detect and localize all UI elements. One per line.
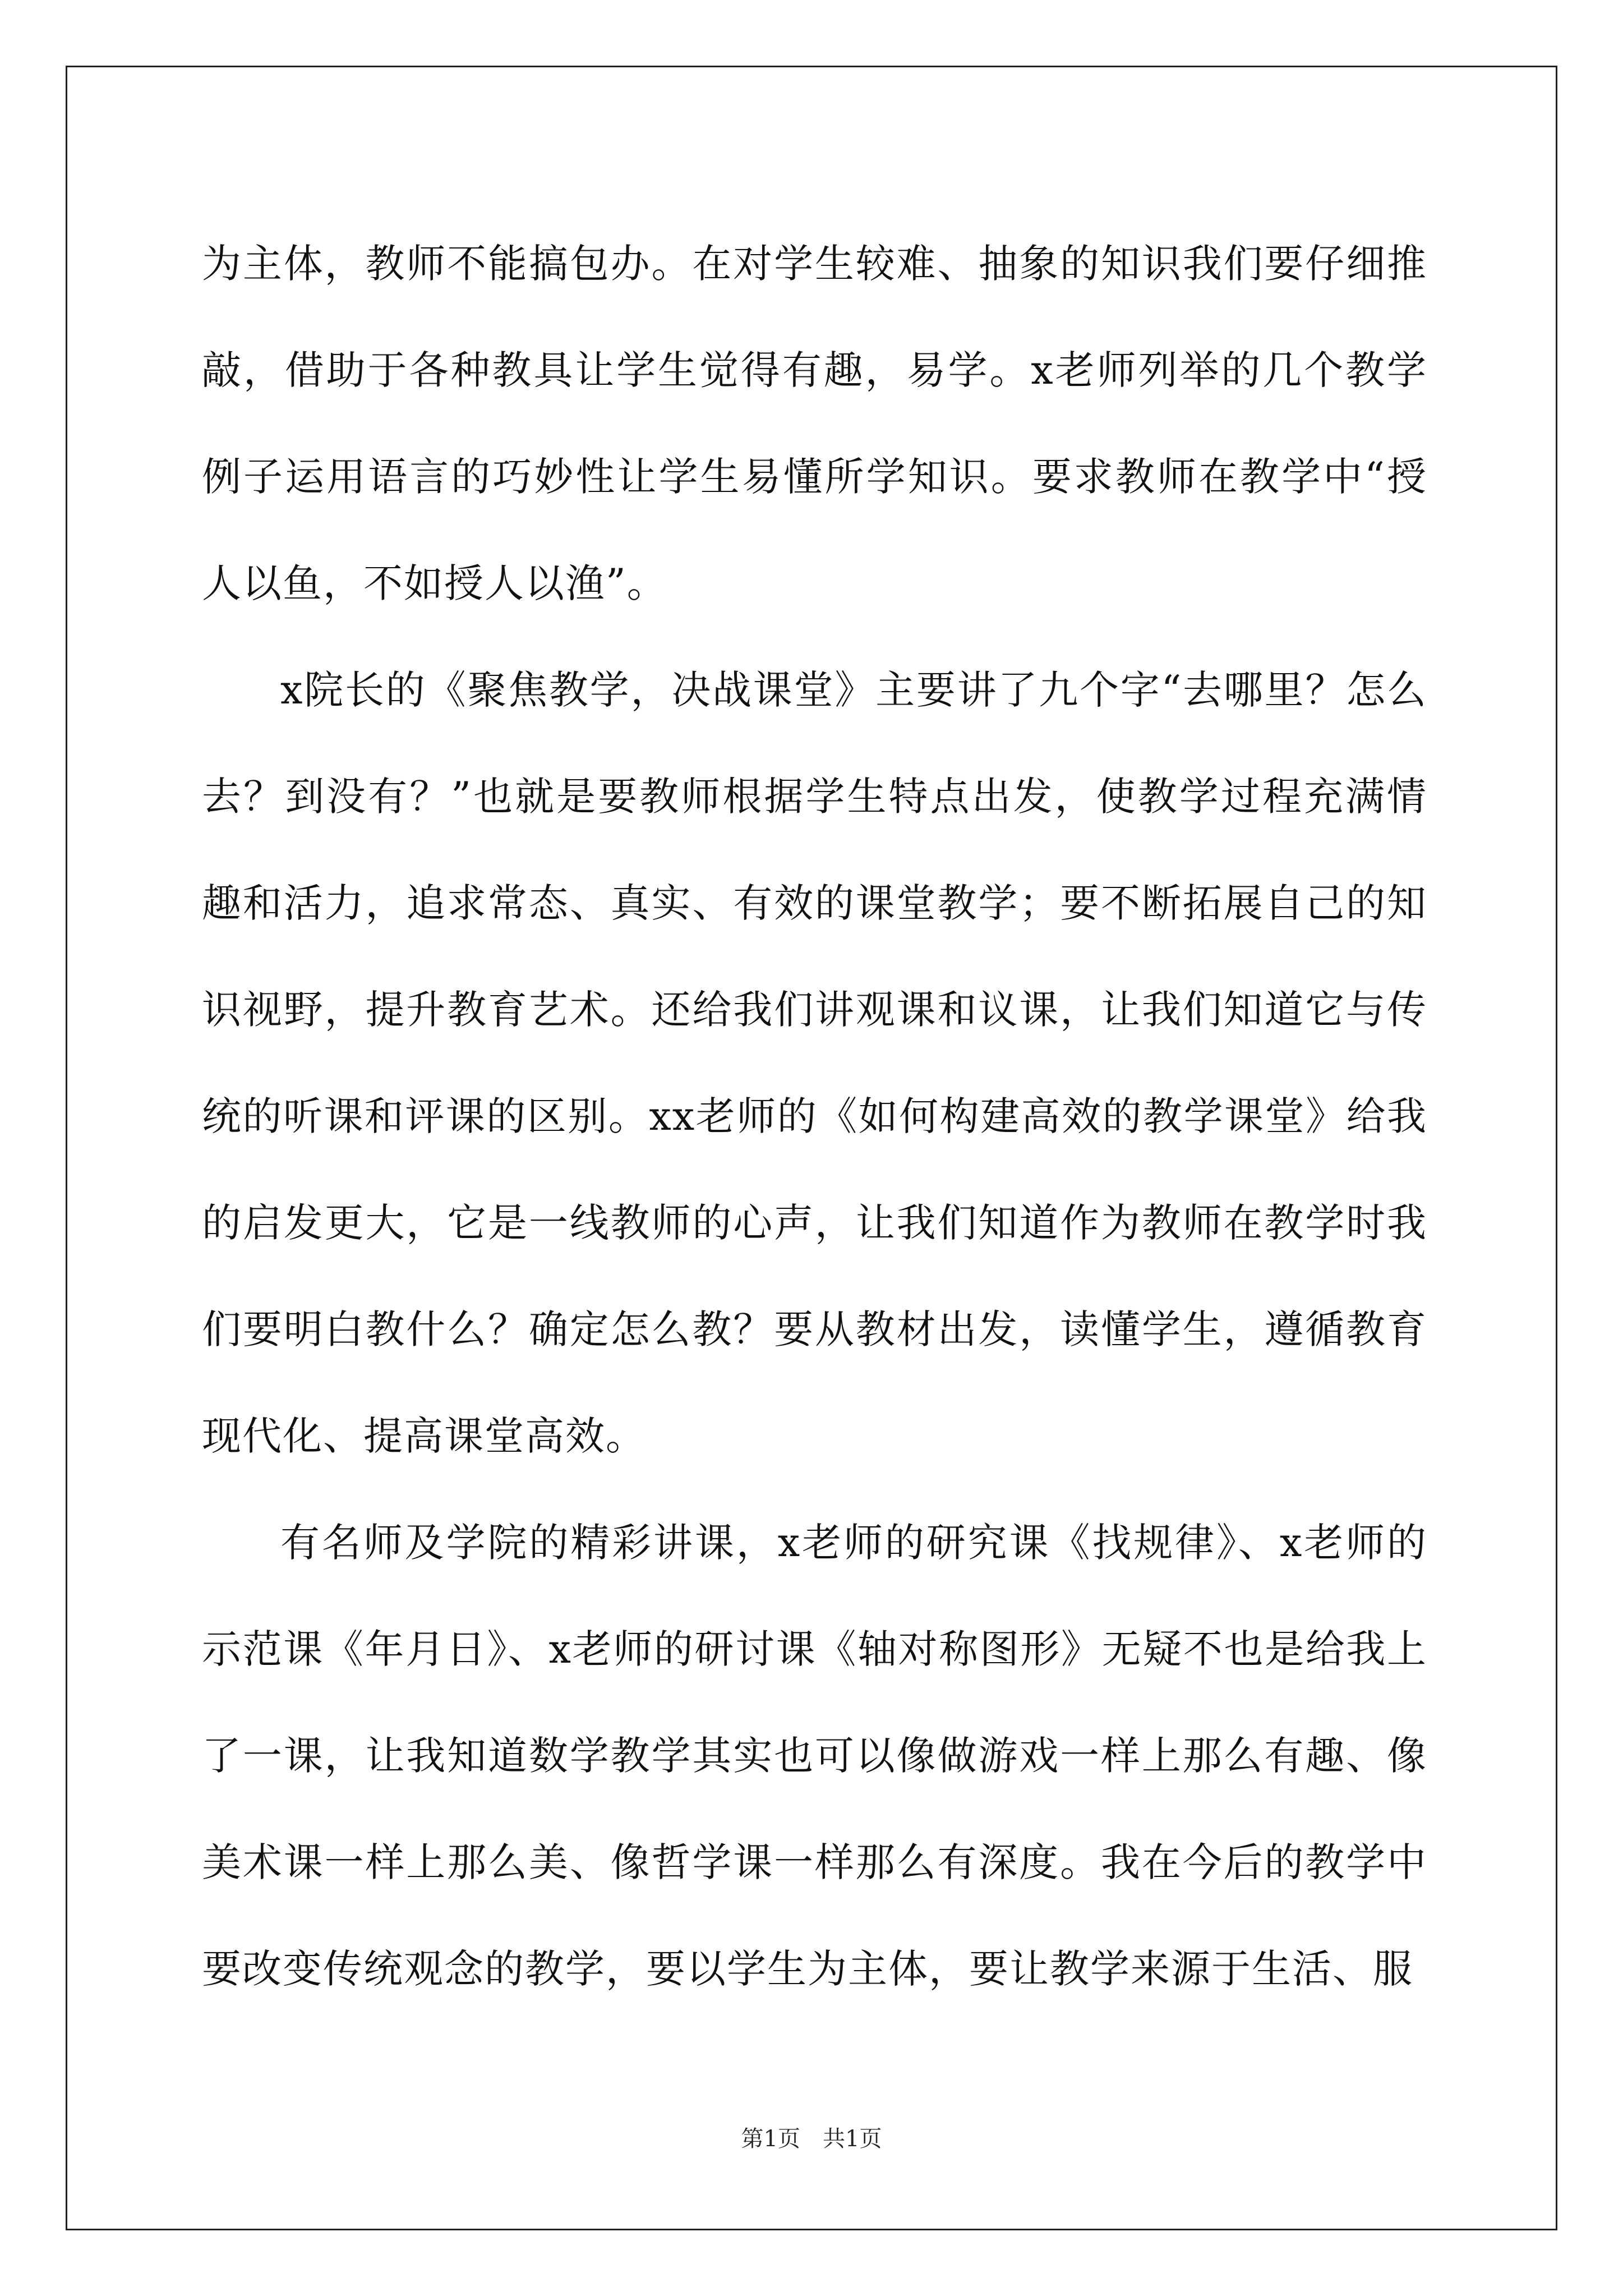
document-body xyxy=(202,210,1427,2022)
paragraph-3: 有名师及学院的精彩讲课，x老师的研究课《找规律》、x老师的示范课《年月日》、x老师的研讨课《轴对称图形》无疑不也是给我上了一课，让我知道数学教学其实也可以像做游戏一样上那么有趣、像美术课一样上那么美、像哲学课一样那么有深度。我在今后的教学中要改变传统观念的教学，要以学生为主体，要让教学来源于生活、服 xyxy=(202,1520,1427,1992)
page-footer: 第1页 共1页 xyxy=(741,2126,882,2152)
paragraph-2: x院长的《聚焦教学，决战课堂》主要讲了九个字“去哪里？怎么去？到没有？”也就是要教师根据学生特点出发，使教学过程充满情趣和活力，追求常态、真实、有效的课堂教学；要不断拓展自己的知识视野，提升教育艺术。还给我们讲观课和议课，让我们知道它与传统的听课和评课的区别。xx老师的《如何构建高效的教学课堂》给我的启发更大，它是一线教师的心声，让我们知道作为教师在教学时我们要明白教什么？确定怎么教？要从教材出发，读懂学生，遵循教育现代化、提高课堂高效。 xyxy=(202,667,1427,1459)
paragraph-1: 为主体，教师不能搞包办。在对学生较难、抽象的知识我们要仔细推敲，借助于各种教具让学生觉得有趣，易学。x老师列举的几个教学例子运用语言的巧妙性让学生易懂所学知识。要求教师在教学中“授人以鱼，不如授人以渔”。 xyxy=(202,241,1427,606)
